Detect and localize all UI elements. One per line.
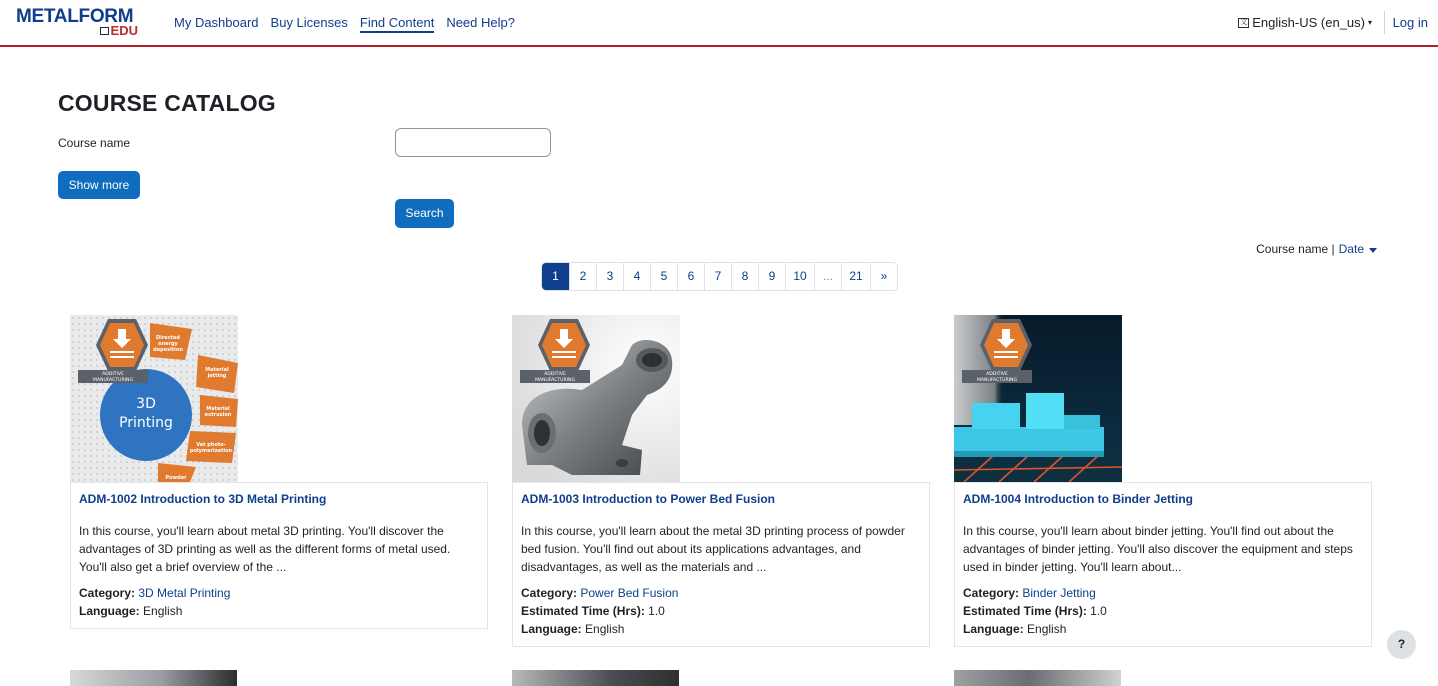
page-2[interactable]: 2 <box>569 263 596 290</box>
page-7[interactable]: 7 <box>704 263 731 290</box>
time-value: 1.0 <box>1090 604 1107 618</box>
category-label: Category: <box>963 586 1020 600</box>
page-10[interactable]: 10 <box>785 263 814 290</box>
course-title-link[interactable]: ADM-1002 Introduction to 3D Metal Printing <box>79 492 327 506</box>
page-8[interactable]: 8 <box>731 263 758 290</box>
category-link[interactable]: Power Bed Fusion <box>580 586 679 600</box>
image-text-3d: 3D <box>136 396 156 412</box>
nav-divider <box>1384 11 1385 34</box>
sort-controls <box>1256 242 1377 256</box>
svg-text:ADDITIVE: ADDITIVE <box>102 372 124 377</box>
chevron-down-icon: ▾ <box>1367 18 1372 27</box>
time-label: Estimated Time (Hrs): <box>963 604 1087 618</box>
course-description: In this course, you'll learn about metal 3D printing. You'll discover the advantages of 3D printing as well as the different forms of metal used. You'll also get a brief overview of the ... <box>79 524 451 574</box>
page-1[interactable]: 1 <box>542 263 569 290</box>
search-button[interactable]: Search <box>395 199 454 228</box>
svg-text:MANUFACTURING: MANUFACTURING <box>976 378 1018 383</box>
help-button[interactable]: ? <box>1387 630 1416 659</box>
top-navbar <box>0 0 1438 47</box>
svg-text:Material: Material <box>205 367 229 373</box>
svg-text:MANUFACTURING: MANUFACTURING <box>92 378 134 383</box>
svg-text:jetting: jetting <box>207 373 227 379</box>
svg-text:Material: Material <box>206 406 230 412</box>
page-title: COURSE CATALOG <box>58 90 276 116</box>
nav-buy-licenses[interactable]: Buy Licenses <box>270 15 348 30</box>
category-label: Category: <box>521 586 578 600</box>
category-link[interactable]: Binder Jetting <box>1022 586 1096 600</box>
course-estimated-time <box>521 602 921 620</box>
language-label: Language: <box>521 622 582 636</box>
logo-main-text: METALFORM <box>16 6 134 27</box>
sort-date-link[interactable]: Date <box>1338 242 1364 256</box>
show-more-button[interactable]: Show more <box>58 171 140 199</box>
language-label: Language: <box>79 604 140 618</box>
image-text-printing: Printing <box>119 415 173 431</box>
course-card-body <box>70 482 488 629</box>
language-value: English <box>143 604 183 618</box>
course-image-binder-jetting[interactable] <box>954 315 1122 482</box>
language-label: English-US (en_us) <box>1252 15 1365 30</box>
course-image-partial[interactable] <box>954 670 1121 686</box>
course-image-3d-printing[interactable] <box>70 315 238 482</box>
svg-text:energy: energy <box>158 341 178 347</box>
svg-text:polymerization: polymerization <box>189 448 233 454</box>
nav-my-dashboard[interactable]: My Dashboard <box>174 15 259 30</box>
svg-text:ADDITIVE: ADDITIVE <box>986 372 1008 377</box>
course-description: In this course, you'll learn about binder jetting. You'll find out about the advantages of binder jetting. You'll also discover the equipment and steps used in binder jetting. You'll learn about... <box>963 524 1353 574</box>
svg-text:extrusion: extrusion <box>204 412 232 418</box>
course-name-input[interactable] <box>395 128 551 157</box>
course-title-link[interactable]: ADM-1004 Introduction to Binder Jetting <box>963 492 1194 506</box>
page-6[interactable]: 6 <box>677 263 704 290</box>
nav-find-content[interactable]: Find Content <box>354 0 440 45</box>
course-card-body <box>512 482 930 647</box>
course-language <box>521 620 921 638</box>
language-value: English <box>585 622 625 636</box>
svg-text:ADDITIVE: ADDITIVE <box>544 372 566 377</box>
language-label: Language: <box>963 622 1024 636</box>
course-category <box>963 584 1363 602</box>
page-next[interactable]: » <box>870 263 897 290</box>
login-link[interactable]: Log in <box>1392 15 1428 30</box>
language-selector[interactable] <box>1238 0 1372 45</box>
logo-sub-text <box>100 24 138 38</box>
primary-nav <box>168 0 521 45</box>
category-label: Category: <box>79 586 136 600</box>
course-image-partial[interactable] <box>70 670 237 686</box>
course-name-label: Course name <box>58 136 131 150</box>
logo-box-icon <box>100 27 109 35</box>
pagination <box>541 262 898 291</box>
svg-text:Directed: Directed <box>155 335 181 341</box>
time-label: Estimated Time (Hrs): <box>521 604 645 618</box>
page-9[interactable]: 9 <box>758 263 785 290</box>
course-category <box>521 584 921 602</box>
course-estimated-time <box>963 602 1363 620</box>
course-card-body <box>954 482 1372 647</box>
svg-text:Powder: Powder <box>165 475 187 481</box>
sort-label: Course name | <box>1256 242 1335 256</box>
svg-text:deposition: deposition <box>153 347 183 353</box>
course-language <box>79 602 479 620</box>
course-category <box>79 584 479 602</box>
course-language <box>963 620 1363 638</box>
course-image-partial[interactable] <box>512 670 679 686</box>
nav-need-help[interactable]: Need Help? <box>446 15 515 30</box>
logo-edu-text: EDU <box>110 23 138 38</box>
page-3[interactable]: 3 <box>596 263 623 290</box>
language-value: English <box>1027 622 1067 636</box>
time-value: 1.0 <box>648 604 665 618</box>
page-ellipsis: ... <box>814 263 841 290</box>
course-image-powder-bed[interactable] <box>512 315 680 482</box>
language-icon: 文 <box>1240 18 1248 26</box>
site-logo[interactable] <box>16 7 140 39</box>
course-title-link[interactable]: ADM-1003 Introduction to Power Bed Fusion <box>521 492 776 506</box>
caret-down-icon[interactable] <box>1369 248 1377 253</box>
course-description: In this course, you'll learn about the metal 3D printing process of powder bed fusion. You'll find out about its applications advantages, and disadvantages, as well as the materials and ... <box>521 524 905 574</box>
category-link[interactable]: 3D Metal Printing <box>138 586 231 600</box>
page-5[interactable]: 5 <box>650 263 677 290</box>
page-21[interactable]: 21 <box>841 263 870 290</box>
svg-text:Vat photo-: Vat photo- <box>196 442 226 448</box>
svg-text:MANUFACTURING: MANUFACTURING <box>534 378 576 383</box>
page-4[interactable]: 4 <box>623 263 650 290</box>
